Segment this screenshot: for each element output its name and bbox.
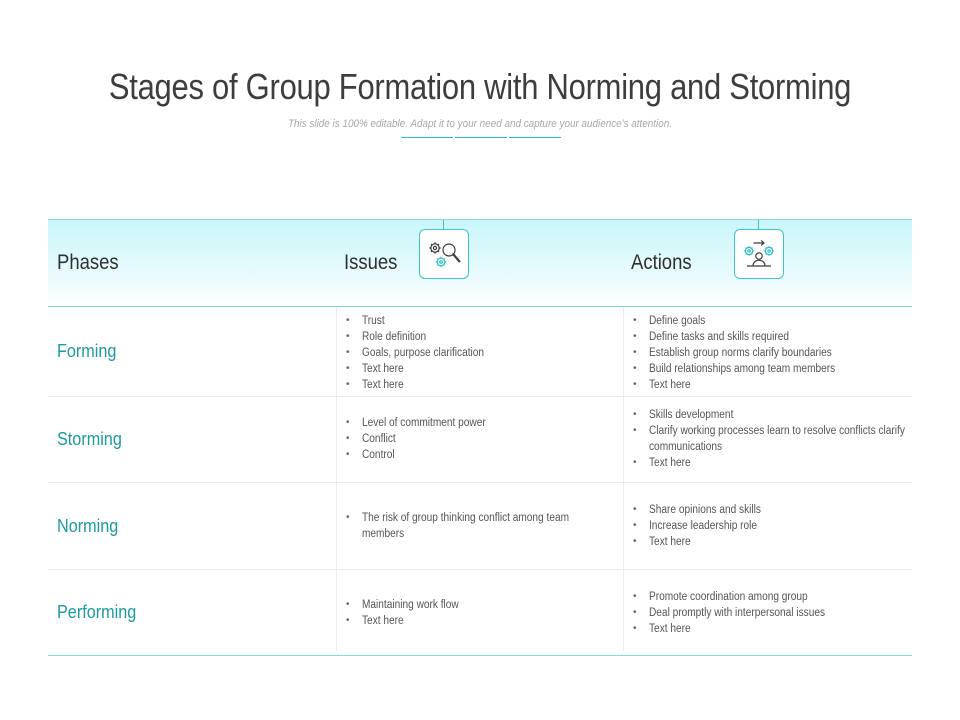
slide-title: Stages of Group Formation with Norming and Storming	[108, 66, 852, 107]
list-item: • Text here	[344, 377, 501, 393]
title-underline-left	[401, 137, 453, 138]
table-row	[48, 483, 912, 570]
list-item: • Control	[344, 447, 503, 463]
list-item: • Clarify working processes learn to resolve conflicts clarify communications	[631, 423, 949, 455]
list-item: • Role definition	[344, 329, 501, 345]
header-actions: Actions	[631, 251, 692, 274]
list-item: • Text here	[631, 621, 849, 637]
list-item: • Text here	[631, 455, 901, 471]
slide-subtitle: This slide is 100% editable. Adapt it to your need and capture your audience's attention.	[287, 118, 673, 130]
table-row	[48, 307, 912, 397]
header-issues: Issues	[344, 251, 398, 274]
list-item: • Skills development	[631, 407, 901, 423]
list-item: • Conflict	[344, 431, 503, 447]
list-item: • Deal promptly with interpersonal issues	[631, 605, 849, 621]
header-phases: Phases	[57, 251, 119, 274]
list-item: • Text here	[631, 377, 861, 393]
phase-label: Storming	[57, 429, 122, 449]
phase-label: Performing	[57, 602, 137, 622]
icon-connector	[443, 220, 444, 229]
list-item: • Text here	[344, 361, 501, 377]
actions-list	[631, 502, 776, 550]
title-underline-center	[455, 137, 507, 138]
list-item: • Text here	[344, 613, 472, 629]
icon-connector	[758, 220, 759, 229]
issues-list	[344, 313, 501, 393]
issues-list	[344, 597, 472, 629]
list-item: • Promote coordination among group	[631, 589, 849, 605]
list-item: • Share opinions and skills	[631, 502, 776, 518]
gears-magnifier-icon	[419, 229, 469, 279]
list-item: • Trust	[344, 313, 501, 329]
list-item: • The risk of group thinking conflict among team members	[344, 510, 642, 542]
list-item: • Level of commitment power	[344, 415, 503, 431]
issues-list	[344, 510, 614, 542]
list-item: • Define goals	[631, 313, 861, 329]
table-header	[48, 219, 912, 307]
gears-person-icon	[734, 229, 784, 279]
table-row	[48, 397, 912, 483]
phases-table	[48, 219, 912, 656]
actions-list	[631, 313, 861, 393]
list-item: • Establish group norms clarify boundaries	[631, 345, 861, 361]
list-item: • Text here	[631, 534, 776, 550]
phase-label: Forming	[57, 341, 117, 361]
phase-label: Norming	[57, 515, 119, 536]
title-underline-right	[509, 137, 561, 138]
list-item: • Increase leadership role	[631, 518, 776, 534]
list-item: • Maintaining work flow	[344, 597, 472, 613]
actions-list	[631, 407, 905, 471]
actions-list	[631, 589, 849, 637]
table-row	[48, 570, 912, 656]
list-item: • Goals, purpose clarification	[344, 345, 501, 361]
issues-list	[344, 415, 503, 463]
list-item: • Build relationships among team members	[631, 361, 861, 377]
list-item: • Define tasks and skills required	[631, 329, 861, 345]
